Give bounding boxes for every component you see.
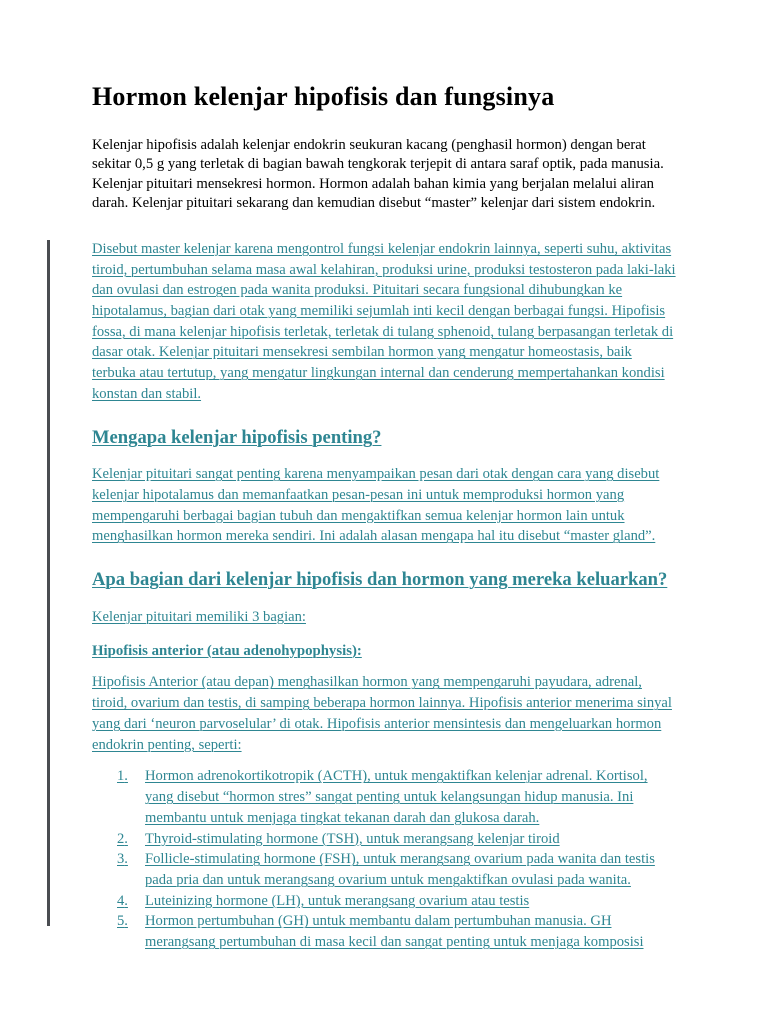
document-content xyxy=(92,0,676,953)
spacer xyxy=(92,450,676,464)
spacer xyxy=(92,547,676,567)
teal-content-block xyxy=(92,214,676,953)
heading-why-pituitary-important: Mengapa kelenjar hipofisis penting? xyxy=(92,426,382,448)
page-title: Hormon kelenjar hipofisis dan fungsinya xyxy=(92,82,555,111)
list-item: Hormon adrenokortikotropik (ACTH), untuk mengaktifkan kelenjar adrenal. Kortisol, yang disebut “hormon stres” sangat penting untuk kelangsungan hidup manusia. Ini membantu untuk menjaga tingkat tekanan darah dan glukosa darah. xyxy=(145,768,648,826)
parts-lead-text: Kelenjar pituitari memiliki 3 bagian: xyxy=(92,608,306,625)
spacer xyxy=(92,593,676,607)
list-item: Thyroid-stimulating hormone (TSH), untuk merangsang kelenjar tiroid xyxy=(145,830,560,847)
list-item: Luteinizing hormone (LH), untuk merangsang ovarium atau testis xyxy=(145,892,530,909)
spacer xyxy=(92,661,676,672)
spacer xyxy=(92,405,676,425)
intro-paragraph: Kelenjar hipofisis adalah kelenjar endokrin seukuran kacang (penghasil hormon) dengan berat sekitar 0,5 g yang terletak di bagian bawah tengkorak terjepit di antara saraf optik, pada manusia. Kelenjar pituitari mensekresi hormon. Hormon adalah bahan kimia yang berjalan melalui aliran darah. Kelenjar pituitari sekarang dan kemudian disebut “master” kelenjar dari sistem endokrin. xyxy=(92,136,664,212)
hormone-list xyxy=(92,766,676,952)
list-item: Follicle-stimulating hormone (FSH), untuk merangsang ovarium pada wanita dan testis pada pria dan untuk merangsang ovarium untuk mengaktifkan ovulasi pada wanita. xyxy=(145,851,655,888)
list-item: Hormon pertumbuhan (GH) untuk membantu dalam pertumbuhan manusia. GH merangsang pertumbuhan di masa kecil dan sangat penting untuk menjaga komposisi xyxy=(145,913,644,951)
spacer xyxy=(92,755,676,766)
master-gland-paragraph: Disebut master kelenjar karena mengontrol fungsi kelenjar endokrin lainnya, seperti suhu, aktivitas tiroid, pertumbuhan selama masa awal kelahiran, produksi urine, produksi testosteron pada laki-laki dan ovulasi dan estrogen pada wanita produksi. Pituitari secara fungsional dihubungkan ke hipotalamus, bagian dari otak yang memiliki sejumlah inti kecil dengan berbagai fungsi. Hipofisis fossa, di mana kelenjar hipofisis terletak, terletak di tulang sphenoid, tulang berpasangan terletak di dasar otak. Kelenjar pituitari mensekresi sembilan hormon yang mengatur homeostasis, baik terbuka atau tertutup, yang mengatur lingkungan internal dan cenderung mempertahankan kondisi konstan dan stabil. xyxy=(92,240,676,402)
heading-pituitary-parts-and-hormones: Apa bagian dari kelenjar hipofisis dan hormon yang mereka keluarkan? xyxy=(92,569,668,591)
spacer xyxy=(92,628,676,642)
importance-paragraph: Kelenjar pituitari sangat penting karena menyampaikan pesan dari otak dengan cara yang disebut kelenjar hipotalamus dan memanfaatkan pesan-pesan ini untuk memproduksi hormon yang mempengaruhi berbagai bagian tubuh dan mengaktifkan semua kelenjar hormon lain untuk menghasilkan hormon mereka sendiri. Ini adalah alasan mengapa hal itu disebut “master gland”. xyxy=(92,466,660,545)
anterior-pituitary-paragraph: Hipofisis Anterior (atau depan) menghasilkan hormon yang mempengaruhi payudara, adrenal, tiroid, ovarium dan testis, di samping beberapa hormon lainnya. Hipofisis anterior menerima sinyal yang dari ‘neuron parvoselular’ di otak. Hipofisis anterior mensintesis dan mengeluarkan hormon endokrin penting, seperti: xyxy=(92,674,672,753)
left-vertical-rule xyxy=(47,240,50,926)
subheading-anterior-pituitary: Hipofisis anterior (atau adenohypophysis): xyxy=(92,642,362,659)
